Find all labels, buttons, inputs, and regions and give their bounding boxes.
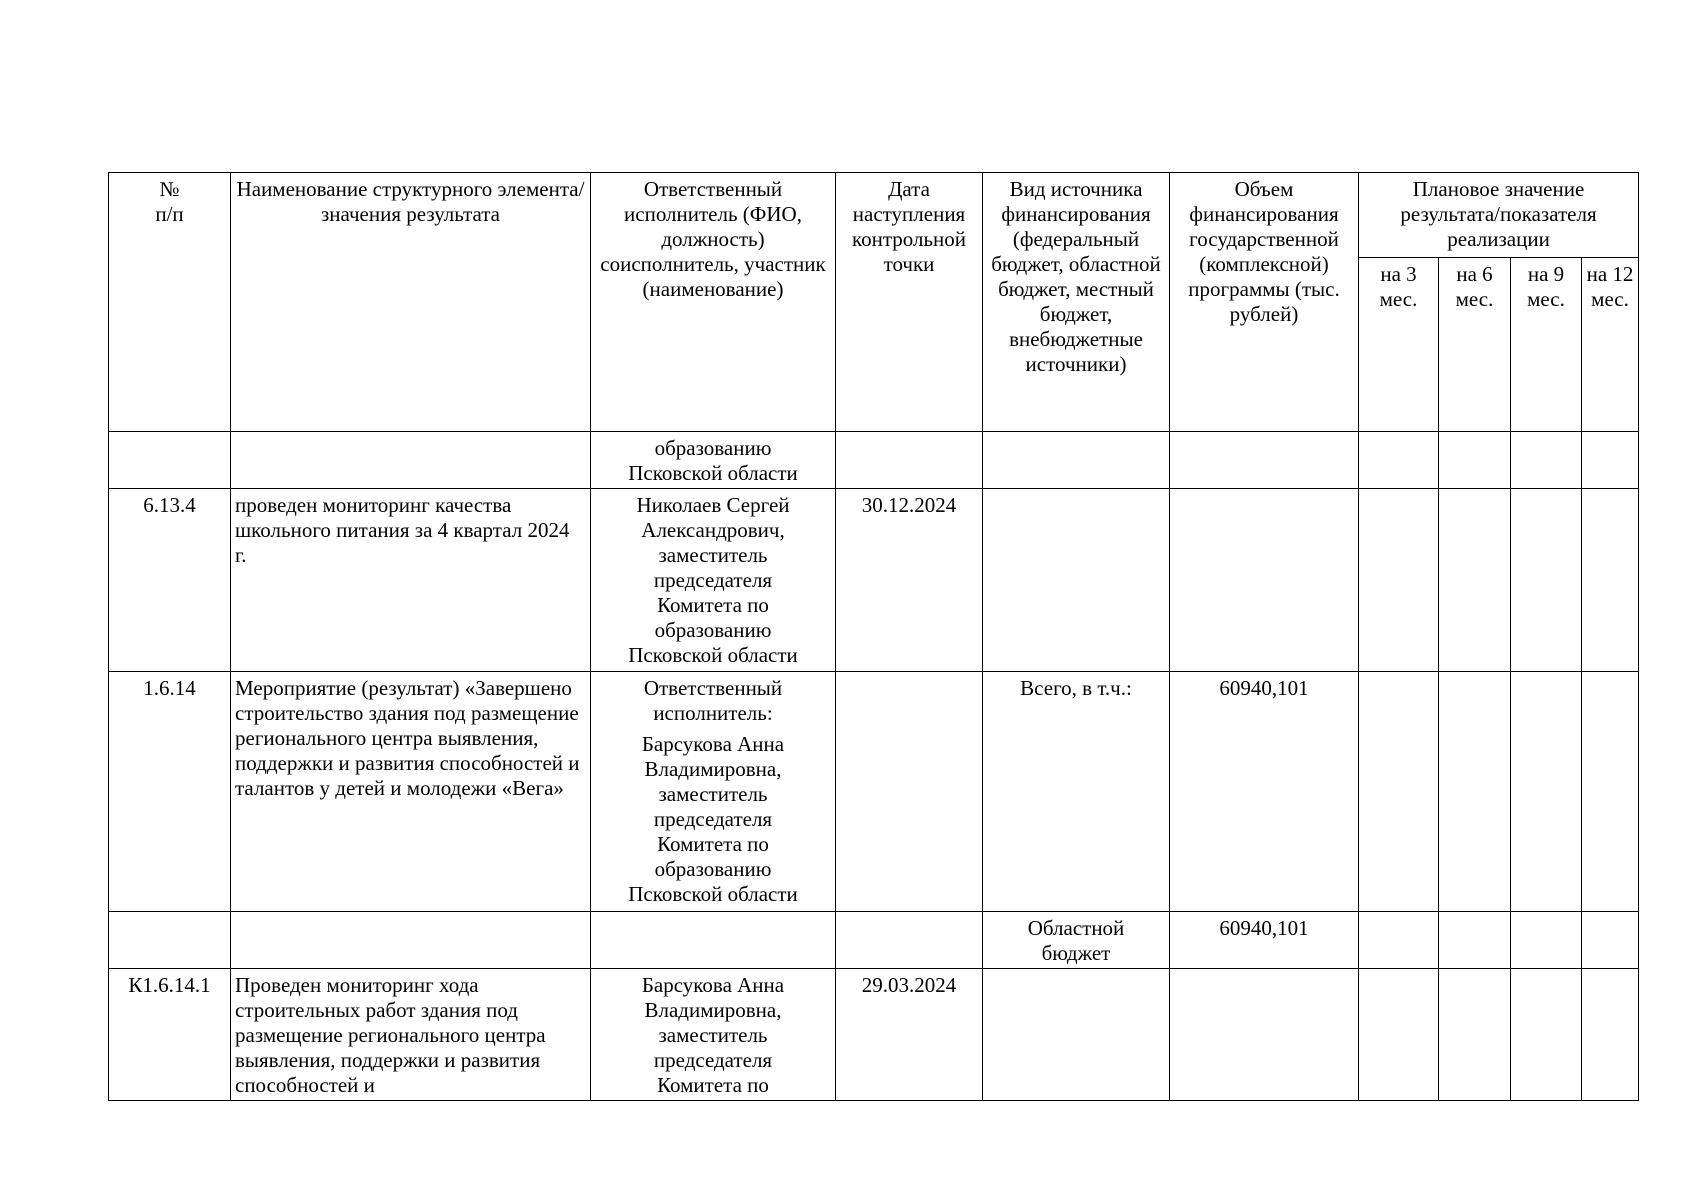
table-row (109, 672, 1639, 912)
row-m9 (1511, 432, 1582, 489)
responsible-title: Ответственный исполнитель: (643, 676, 783, 725)
row-volume (1170, 432, 1359, 489)
row-m9 (1511, 489, 1582, 672)
table-row (109, 969, 1639, 1101)
row-date (836, 912, 983, 969)
row-responsible: образованию Псковской области (591, 432, 836, 489)
row-source (983, 489, 1170, 672)
row-volume: 60940,101 (1170, 912, 1359, 969)
responsible-person: Барсукова Анна Владимировна, заместитель председателя Комитета по образованию Псковской области (628, 732, 798, 906)
header-plan: Плановое значение результата/показателя реализации (1359, 173, 1639, 258)
row-num: 1.6.14 (109, 672, 231, 912)
row-m9 (1511, 672, 1582, 912)
table-row (109, 489, 1639, 672)
row-m9 (1511, 912, 1582, 969)
row-m12 (1582, 672, 1639, 912)
header-m6: на 6 мес. (1439, 258, 1511, 432)
row-m6 (1439, 672, 1511, 912)
row-source: Областной бюджет (983, 912, 1170, 969)
row-volume (1170, 489, 1359, 672)
row-m6 (1439, 432, 1511, 489)
row-m3 (1359, 489, 1439, 672)
header-m12: на 12 мес. (1582, 258, 1639, 432)
header-num: № п/п (109, 173, 231, 432)
row-m12 (1582, 969, 1639, 1101)
row-m9 (1511, 969, 1582, 1101)
header-row (109, 173, 1639, 258)
row-m3 (1359, 969, 1439, 1101)
row-source: Всего, в т.ч.: (983, 672, 1170, 912)
row-m6 (1439, 912, 1511, 969)
row-m12 (1582, 912, 1639, 969)
header-responsible: Ответственный исполнитель (ФИО, должность) соисполнитель, участник (наименование) (591, 173, 836, 432)
row-responsible: Николаев Сергей Александрович, заместитель председателя Комитета по образованию Псковской области (591, 489, 836, 672)
table-row (109, 912, 1639, 969)
row-source (983, 432, 1170, 489)
row-m3 (1359, 912, 1439, 969)
header-date: Дата наступления контрольной точки (836, 173, 983, 432)
row-name: Мероприятие (результат) «Завершено строительство здания под размещение регионального центра выявления, поддержки и развития способностей и талантов у детей и молодежи «Вега» (231, 672, 591, 912)
row-num: 6.13.4 (109, 489, 231, 672)
row-volume (1170, 969, 1359, 1101)
header-m9: на 9 мес. (1511, 258, 1582, 432)
header-name: Наименование структурного элемента/ значения результата (231, 173, 591, 432)
row-date: 29.03.2024 (836, 969, 983, 1101)
plan-table (108, 172, 1639, 1101)
row-m6 (1439, 489, 1511, 672)
row-name: Проведен мониторинг хода строительных работ здания под размещение регионального центра выявления, поддержки и развития способностей и (231, 969, 591, 1101)
header-source: Вид источника финансирования (федеральный бюджет, областной бюджет, местный бюджет, внебюджетные источники) (983, 173, 1170, 432)
row-m6 (1439, 969, 1511, 1101)
row-date: 30.12.2024 (836, 489, 983, 672)
header-volume: Объем финансирования государственной (комплексной) программы (тыс. рублей) (1170, 173, 1359, 432)
row-responsible (591, 672, 836, 912)
row-name: проведен мониторинг качества школьного питания за 4 квартал 2024 г. (231, 489, 591, 672)
row-responsible: Барсукова Анна Владимировна, заместитель председателя Комитета по (591, 969, 836, 1101)
row-num (109, 912, 231, 969)
row-m12 (1582, 489, 1639, 672)
header-m3: на 3 мес. (1359, 258, 1439, 432)
row-responsible (591, 912, 836, 969)
row-name (231, 432, 591, 489)
row-name (231, 912, 591, 969)
table-row (109, 432, 1639, 489)
row-num (109, 432, 231, 489)
row-volume: 60940,101 (1170, 672, 1359, 912)
row-m3 (1359, 432, 1439, 489)
row-date (836, 672, 983, 912)
row-source (983, 969, 1170, 1101)
row-num: К1.6.14.1 (109, 969, 231, 1101)
row-m3 (1359, 672, 1439, 912)
row-date (836, 432, 983, 489)
row-m12 (1582, 432, 1639, 489)
